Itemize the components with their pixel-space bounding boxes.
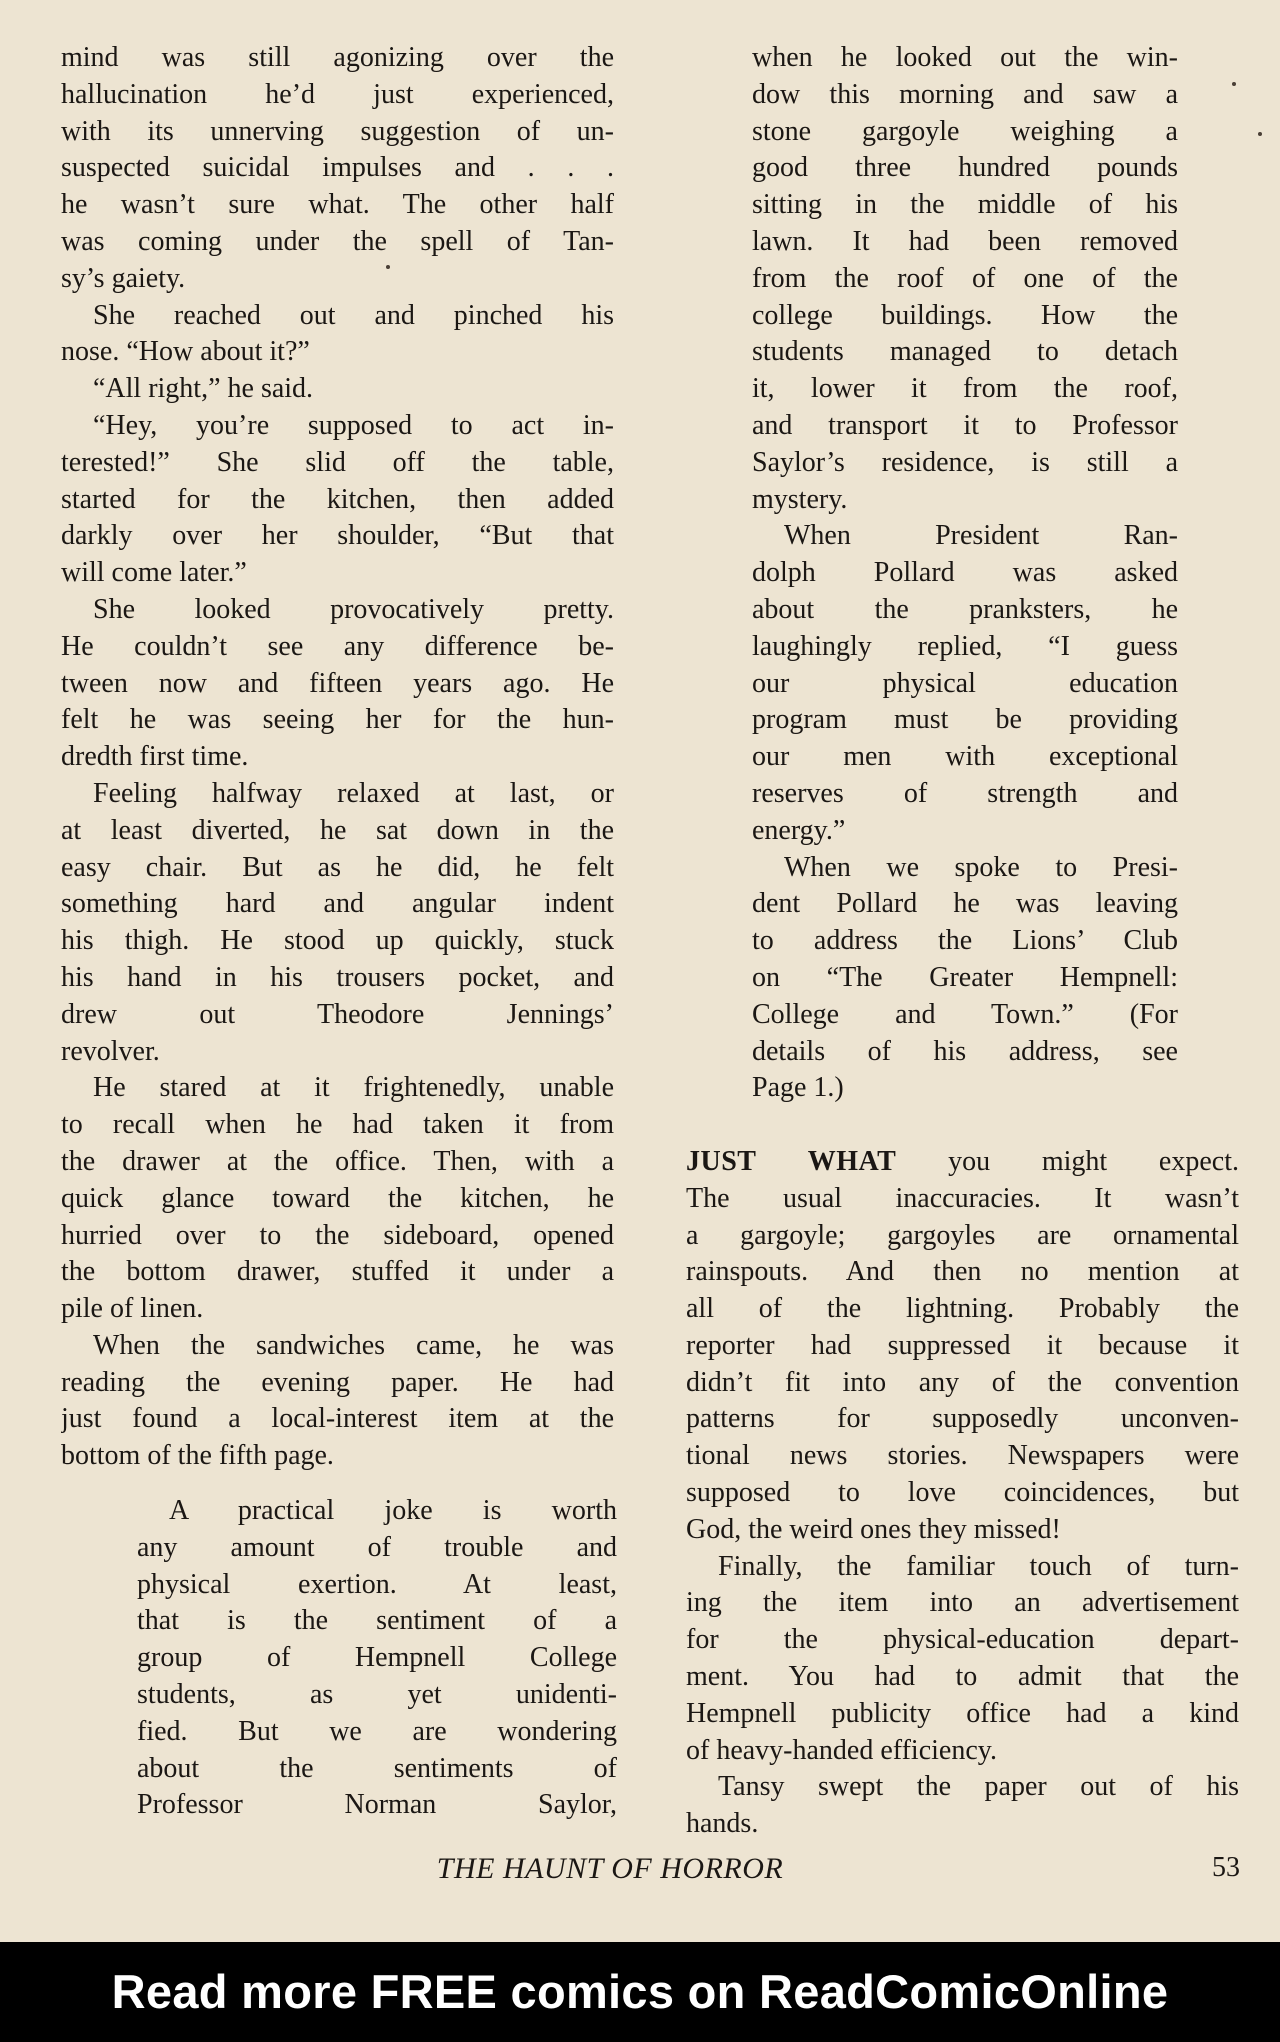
print-speck	[1232, 82, 1236, 86]
right-column-text-line: Tansy swept the paper out of his	[718, 1771, 1239, 1803]
quote-text-line: any amount of trouble and	[137, 1531, 617, 1563]
left-column-text-line: He stared at it frightenedly, unable	[93, 1072, 614, 1104]
quote-text-line: Saylor’s residence, is still a	[752, 446, 1178, 478]
left-column-text-line: the drawer at the office. Then, with a	[61, 1145, 614, 1177]
quote-text-line: to address the Lions’ Club	[752, 925, 1178, 957]
page-number: 53	[1212, 1852, 1240, 1883]
quote-text-line: students, as yet unidenti-	[137, 1679, 617, 1711]
promo-banner[interactable]	[0, 1942, 1280, 2042]
left-column-text-line: bottom of the fifth page.	[61, 1440, 334, 1472]
left-column-text-line: just found a local-interest item at the	[61, 1403, 614, 1435]
left-column-text-line: the bottom drawer, stuffed it under a	[61, 1256, 614, 1288]
left-column-text-line: “Hey, you’re supposed to act in-	[93, 409, 614, 441]
quote-text-line: When we spoke to Presi-	[784, 851, 1178, 883]
right-column-text-line: for the physical-education depart-	[686, 1624, 1239, 1656]
news-clipping-quote-continued	[686, 40, 1178, 1107]
left-column-text-line: easy chair. But as he did, he felt	[61, 851, 614, 883]
quote-text-line: dent Pollard he was leaving	[752, 888, 1178, 920]
right-column-text-line: tional news stories. Newspapers were	[686, 1440, 1239, 1472]
promo-banner-text[interactable]: Read more FREE comics on ReadComicOnline	[111, 1965, 1169, 2018]
quote-text-line: Professor Norman Saylor,	[137, 1789, 617, 1821]
left-column-text-line: Feeling halfway relaxed at last, or	[93, 777, 614, 809]
quote-text-line: it, lower it from the roof,	[752, 373, 1178, 405]
quote-text-line: about the pranksters, he	[752, 593, 1178, 625]
right-column-text-line: The usual inaccuracies. It wasn’t	[686, 1182, 1239, 1214]
quote-text-line: when he looked out the win-	[752, 42, 1178, 73]
right-column-text-line: of heavy-handed efficiency.	[686, 1734, 997, 1766]
left-column-body	[61, 40, 614, 1475]
print-speck	[386, 265, 390, 269]
right-column	[686, 40, 1239, 1843]
left-column-text-line: his hand in his trousers pocket, and	[61, 961, 614, 993]
left-column-text-line: drew out Theodore Jennings’	[61, 998, 614, 1030]
quote-text-line: mystery.	[752, 483, 848, 515]
left-column-text-line: felt he was seeing her for the hun-	[61, 704, 614, 736]
quote-text-line: our men with exceptional	[752, 741, 1178, 773]
right-column-text-line: reporter had suppressed it because it	[686, 1329, 1239, 1361]
left-column-text-line: to recall when he had taken it from	[61, 1109, 614, 1141]
left-column-text-line: suspected suicidal impulses and . . .	[61, 152, 614, 184]
right-column-text-line: patterns for supposedly unconven-	[686, 1403, 1239, 1435]
quote-text-line: program must be providing	[752, 704, 1178, 736]
quote-text-line: dow this morning and saw a	[752, 78, 1178, 110]
left-column-text-line: She reached out and pinched his	[93, 299, 614, 331]
quote-text-line: physical exertion. At least,	[137, 1568, 617, 1600]
right-column-text-line: hands.	[686, 1808, 759, 1840]
quote-text-line: our physical education	[752, 667, 1178, 699]
left-column-text-line: at least diverted, he sat down in the	[61, 814, 614, 846]
right-column-text-line: a gargoyle; gargoyles are ornamental	[686, 1219, 1239, 1251]
right-column-text-line: rainspouts. And then no mention at	[686, 1256, 1239, 1288]
left-column	[61, 40, 617, 1824]
left-column-text-line: with its unnerving suggestion of un-	[61, 115, 614, 147]
quote-text-line: Page 1.)	[752, 1072, 844, 1104]
right-column-body	[686, 1144, 1239, 1843]
quote-text-line: sitting in the middle of his	[752, 189, 1178, 221]
left-column-text-line: She looked provocatively pretty.	[93, 593, 614, 625]
quote-text-line: A practical joke is worth	[169, 1495, 617, 1527]
left-column-text-line: he wasn’t sure what. The other half	[61, 189, 614, 221]
right-column-text-line: Hempnell publicity office had a kind	[686, 1697, 1239, 1729]
left-column-text-line: reading the evening paper. He had	[61, 1366, 614, 1398]
left-column-text-line: something hard and angular indent	[61, 888, 614, 920]
quote-text-line: reserves of strength and	[752, 777, 1178, 809]
left-column-text-line: sy’s gaiety.	[61, 262, 186, 294]
quote-text-line: students managed to detach	[752, 336, 1178, 368]
magazine-title-footer: THE HAUNT OF HORROR	[436, 1852, 784, 1885]
quote-text-line: group of Hempnell College	[137, 1642, 617, 1674]
right-column-text-line: all of the lightning. Probably the	[686, 1293, 1239, 1325]
left-column-text-line: He couldn’t see any difference be-	[61, 630, 614, 662]
left-column-text-line: started for the kitchen, then added	[61, 483, 614, 515]
quote-text-line: stone gargoyle weighing a	[752, 115, 1178, 147]
news-clipping-quote-start	[61, 1493, 617, 1824]
left-column-text-line: terested!” She slid off the table,	[61, 446, 614, 478]
quote-text-line: fied. But we are wondering	[137, 1715, 617, 1747]
print-speck	[1258, 132, 1262, 136]
left-column-text-line: When the sandwiches came, he was	[93, 1329, 614, 1361]
section-lead-bold: JUST WHAT	[686, 1145, 897, 1177]
left-column-text-line: tween now and fifteen years ago. He	[61, 667, 614, 699]
quote-text-line: laughingly replied, “I guess	[752, 630, 1178, 662]
quote-text-line: on “The Greater Hempnell:	[752, 961, 1178, 993]
left-column-text-line: revolver.	[61, 1035, 160, 1067]
quote-text-line: lawn. It had been removed	[752, 225, 1178, 257]
left-column-text-line: hallucination he’d just experienced,	[61, 78, 614, 110]
quote-text-line: When President Ran-	[784, 520, 1178, 552]
section-lead-rest: you might expect.	[896, 1145, 1239, 1177]
right-column-text-line: didn’t fit into any of the convention	[686, 1366, 1239, 1398]
quote-text-line: college buildings. How the	[752, 299, 1178, 331]
quote-text-line: College and Town.” (For	[752, 998, 1178, 1030]
quote-text-line: that is the sentiment of a	[137, 1605, 617, 1637]
quote-text-line: good three hundred pounds	[752, 152, 1178, 184]
right-column-text-line: Finally, the familiar touch of turn-	[718, 1550, 1239, 1582]
left-column-text-line: “All right,” he said.	[93, 373, 314, 405]
quote-text-line: from the roof of one of the	[752, 262, 1178, 294]
left-column-text-line: pile of linen.	[61, 1293, 204, 1325]
right-column-text-line: ment. You had to admit that the	[686, 1661, 1239, 1693]
left-column-text-line: will come later.”	[61, 557, 247, 589]
left-column-text-line: darkly over her shoulder, “But that	[61, 520, 614, 552]
section-lead-line	[686, 1144, 1239, 1181]
left-column-text-line: quick glance toward the kitchen, he	[61, 1182, 614, 1214]
quote-text-line: and transport it to Professor	[752, 409, 1178, 441]
left-column-text-line: nose. “How about it?”	[61, 336, 310, 368]
quote-text-line: dolph Pollard was asked	[752, 557, 1178, 589]
right-column-text-line: ing the item into an advertisement	[686, 1587, 1239, 1619]
quote-text-line: energy.”	[752, 814, 846, 846]
quote-text-line: about the sentiments of	[137, 1752, 617, 1784]
left-column-text-line: hurried over to the sideboard, opened	[61, 1219, 614, 1251]
quote-text-line: details of his address, see	[752, 1035, 1178, 1067]
left-column-text-line: mind was still agonizing over the	[61, 42, 614, 73]
left-column-text-line: dredth first time.	[61, 741, 249, 773]
right-column-text-line: supposed to love coincidences, but	[686, 1477, 1239, 1509]
right-column-text-line: God, the weird ones they missed!	[686, 1513, 1061, 1545]
left-column-text-line: his thigh. He stood up quickly, stuck	[61, 925, 614, 957]
left-column-text-line: was coming under the spell of Tan-	[61, 225, 614, 257]
